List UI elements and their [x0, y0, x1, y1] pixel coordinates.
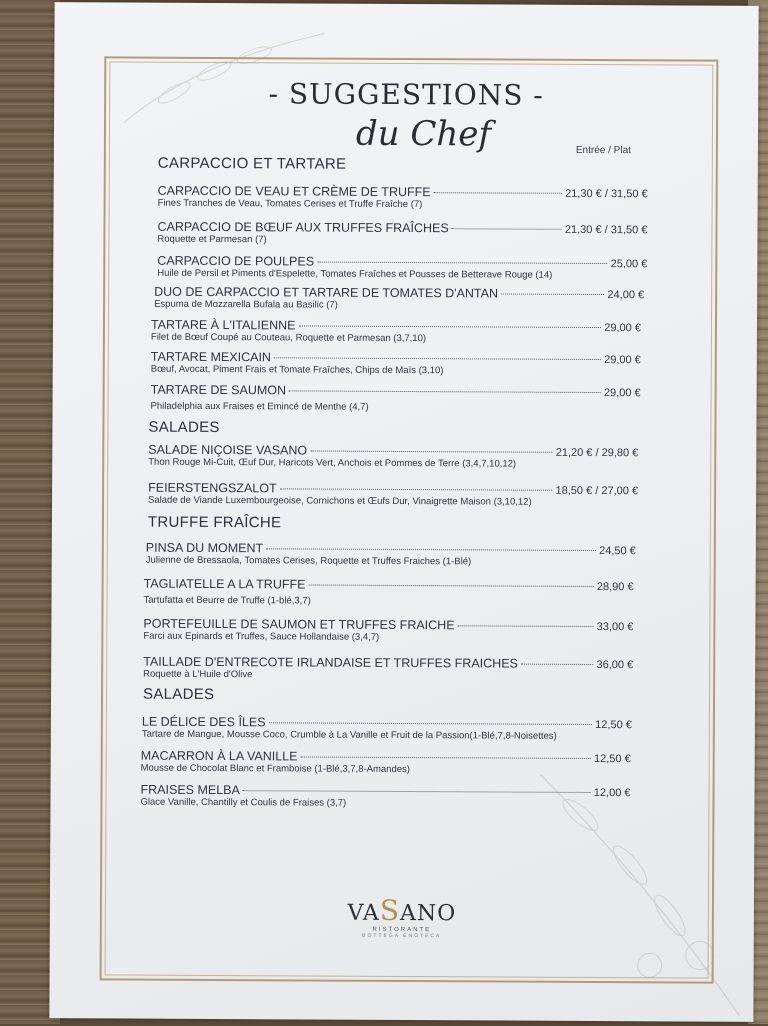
dish-price: 33,00 € — [596, 621, 634, 634]
dish-name: PORTEFEUILLE DE SAUMON ET TRUFFES FRAICHE — [143, 616, 455, 633]
section-heading-carpaccio: CARPACCIO ET TARTARE — [157, 154, 347, 173]
logo-subtitle: RISTORANTE — [372, 926, 432, 934]
dish-item — [157, 220, 647, 248]
dish-description: Huile de Persil et Piments d'Espelette, Tomates Fraîches et Pousses de Betterave Rouge (14) — [157, 267, 553, 281]
dotted-leader — [434, 192, 562, 194]
dish-name: TAGLIATELLE A LA TRUFFE — [143, 576, 306, 592]
dish-price: 12,50 € — [595, 719, 632, 732]
dish-description: Salade de Viande Luxembourgeoise, Cornichons et Œufs Dur, Vinaigrette Maison (3,10,12) — [148, 494, 532, 508]
dotted-leader — [280, 488, 553, 490]
dish-price: 21,30 € / 31,50 € — [564, 223, 648, 237]
dish-name: SALADE NIÇOISE VASANO — [148, 442, 308, 458]
dish-item — [154, 285, 644, 313]
dish-description: Roquette à L'Huile d'Olive — [143, 668, 253, 681]
dish-description: Philadelphia aux Fraises et Emincé de Menthe (4,7) — [150, 400, 369, 413]
section-heading-salades: SALADES — [148, 418, 220, 437]
logo-text-s: S — [379, 893, 401, 927]
dish-price: 28,90 € — [596, 581, 634, 594]
dish-description: Thon Rouge Mi-Cuit, Œuf Dur, Haricots Vert, Anchois et Pommes de Terre (3,4,7,10,12) — [148, 456, 517, 470]
price-column-note: Entrée / Plat — [575, 144, 631, 157]
dish-item — [142, 715, 632, 743]
dish-description: Filet de Bœuf Coupé au Couteau, Roquette et Parmesan (3,7,10) — [150, 331, 427, 345]
dish-item — [143, 617, 633, 645]
dish-name: TARTARE MEXICAIN — [150, 349, 272, 365]
logo-tagline: BOTTEGA ENOTECA — [362, 932, 442, 940]
dish-price: 25,00 € — [610, 258, 648, 271]
dish-description: Glace Vanille, Chantilly et Coulis de Fraises (3,7) — [140, 796, 347, 809]
dish-name: MACARRON À LA VANILLE — [140, 748, 298, 764]
dish-description: Tartare de Mangue, Mousse Coco, Crumble à La Vanille et Fruit de la Passion(1-Blé,7,8-Noisettes) — [141, 728, 557, 742]
dish-name: CARPACCIO DE POULPES — [157, 253, 315, 269]
dish-description: Farci aux Epinards et Truffes, Sauce Hollandaise (3,4,7) — [143, 630, 380, 643]
dish-price: 12,00 € — [593, 786, 631, 800]
dish-item — [151, 383, 641, 415]
dish-name: FRAISES MELBA — [140, 782, 240, 798]
dish-name: LE DÉLICE DES ÎLES — [141, 714, 266, 730]
dish-item — [146, 541, 636, 569]
dotted-leader — [458, 625, 594, 627]
dish-description: Julienne de Bressaola, Tomates Cerises, Roquette et Truffes Fraiches (1-Blé) — [145, 554, 472, 568]
dish-description: Espuma de Mozzarella Bufala au Basilic (7) — [154, 298, 338, 311]
logo-text-left: VA — [347, 900, 380, 926]
dotted-leader — [521, 664, 594, 665]
section-heading-truffe: TRUFFE FRAÎCHE — [147, 513, 282, 532]
menu-subtitle: du Chef — [355, 113, 492, 155]
dish-description: Bœuf, Avocat, Piment Frais et Tomate Fraîches, Chips de Maïs (3,10) — [150, 363, 444, 377]
dish-description: Roquette et Parmesan (7) — [157, 233, 267, 246]
menu-title: - SUGGESTIONS - — [268, 77, 544, 112]
dish-price: 29,00 € — [603, 387, 641, 400]
dish-name: TARTARE À L'ITALIENNE — [150, 317, 296, 333]
dotted-leader — [317, 262, 608, 265]
dotted-leader — [452, 228, 562, 230]
dotted-leader — [501, 294, 604, 296]
dotted-leader — [269, 722, 593, 725]
dish-item — [157, 254, 647, 282]
dish-item — [151, 350, 641, 378]
dish-description: Fines Tranches de Veau, Tomates Cerises et Truffe Fraîche (7) — [157, 197, 423, 211]
dish-name: CARPACCIO DE VEAU ET CRÈME DE TRUFFE — [157, 183, 431, 200]
dotted-leader — [299, 325, 602, 328]
dish-name: TAILLADE D'ENTRECOTE IRLANDAISE ET TRUFFES FRAICHES — [143, 654, 518, 671]
dish-price: 24,50 € — [599, 545, 636, 558]
dotted-leader — [300, 756, 591, 759]
dish-price: 21,30 € / 31,50 € — [565, 187, 648, 201]
menu-sheet — [49, 2, 758, 1022]
dish-name: DUO DE CARPACCIO ET TARTARE DE TOMATES D'ANTAN — [154, 284, 499, 301]
dish-description: Tartufatta et Beurre de Truffe (1-blé,3,7) — [143, 594, 311, 607]
dish-name: CARPACCIO DE BŒUF AUX TRUFFES FRAÎCHES — [157, 219, 449, 236]
dotted-leader — [274, 357, 601, 360]
dish-price: 18,50 € / 27,00 € — [555, 484, 639, 498]
dish-name: PINSA DU MOMENT — [145, 540, 264, 556]
dish-price: 21,20 € / 29,80 € — [555, 446, 639, 460]
logo-text-right: ANO — [399, 900, 457, 927]
dish-price: 24,00 € — [607, 289, 645, 302]
dish-item — [148, 443, 638, 471]
logo-wordmark — [50, 892, 754, 929]
dish-item — [151, 318, 641, 346]
dotted-leader — [289, 390, 601, 393]
dish-item — [140, 783, 630, 811]
dotted-leader — [266, 548, 596, 551]
dish-price: 36,00 € — [596, 659, 634, 672]
dish-price: 29,00 € — [604, 354, 641, 367]
dotted-leader — [310, 451, 553, 453]
dish-item — [158, 184, 648, 212]
dish-item — [143, 655, 633, 683]
dish-price: 29,00 € — [604, 322, 641, 335]
dish-price: 12,50 € — [593, 752, 631, 766]
dish-item — [141, 749, 631, 777]
dish-description: Mousse de Chocolat Blanc et Framboise (1-Blé,3,7,8-Amandes) — [140, 762, 410, 776]
restaurant-logo — [50, 892, 754, 941]
section-heading-salades-2: SALADES — [142, 685, 215, 704]
dish-item — [144, 577, 634, 609]
dish-item — [148, 481, 638, 509]
dotted-leader — [243, 790, 591, 793]
dish-name: TARTARE DE SAUMON — [150, 382, 287, 398]
dotted-leader — [308, 585, 593, 587]
dish-name: FEIERSTENGSZALOT — [148, 480, 277, 496]
